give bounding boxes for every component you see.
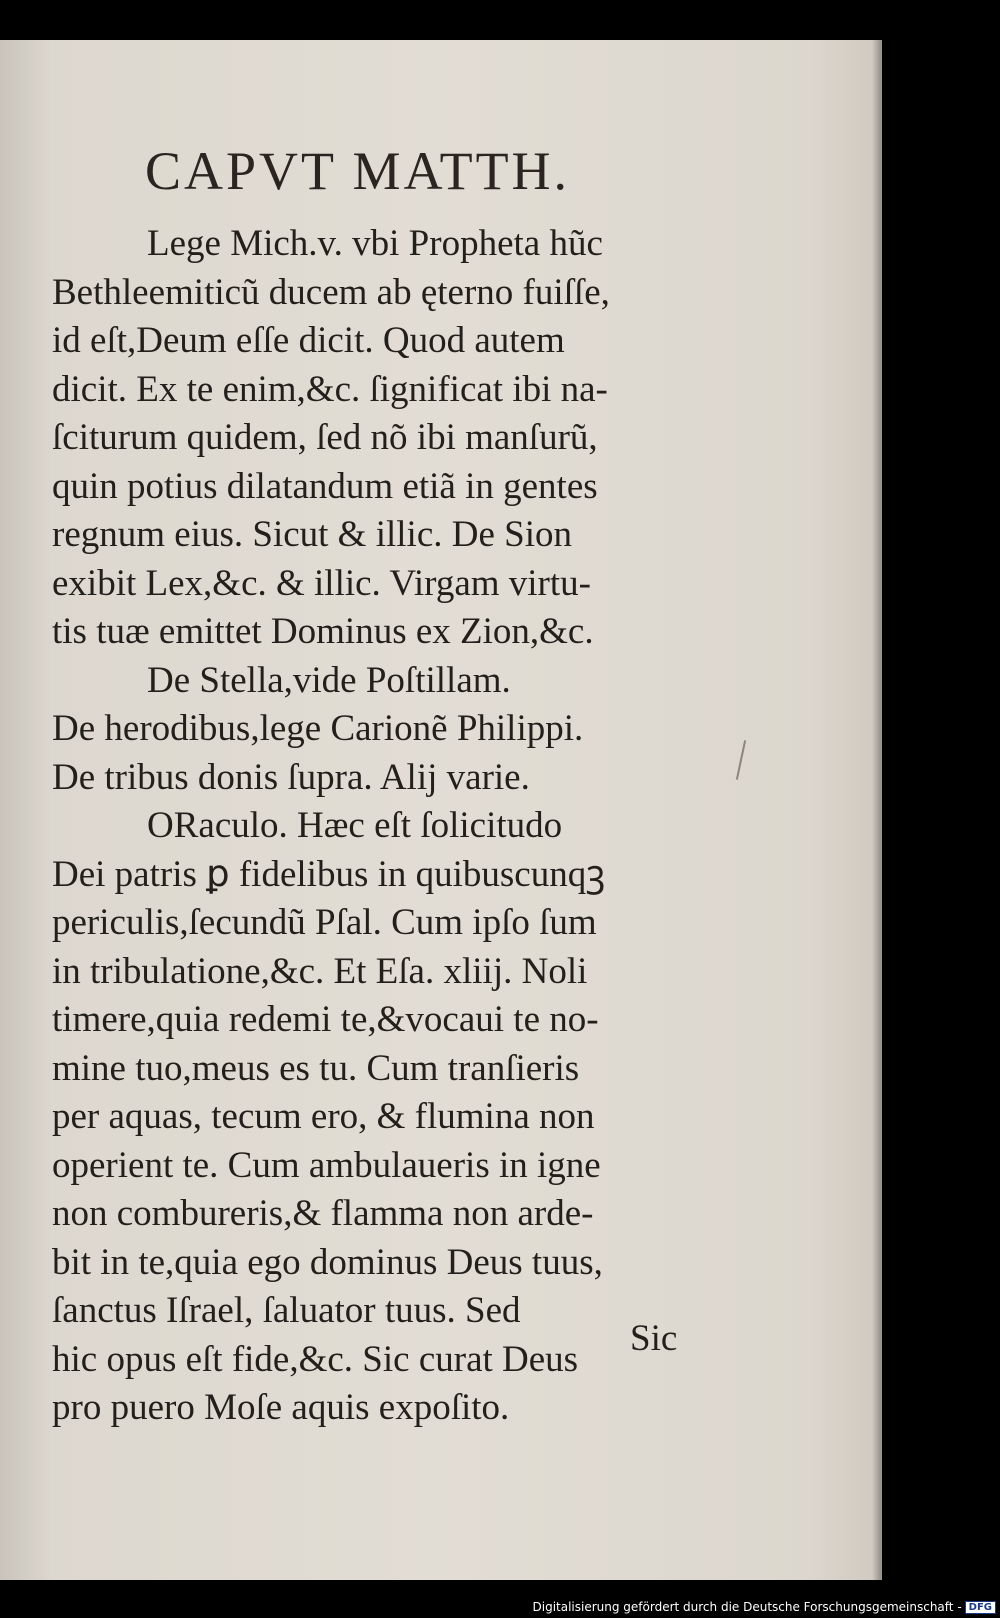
text-line: De tribus donis ſupra. Alij varie. bbox=[52, 756, 530, 798]
text-line: Dei patris ꝑ fidelibus in quibuscunqꝫ bbox=[52, 853, 606, 895]
text-line: dicit. Ex te enim,&c. ſignificat ibi na- bbox=[52, 368, 608, 410]
book-page bbox=[0, 40, 882, 1580]
text-line: tis tuæ emittet Dominus ex Zion,&c. bbox=[52, 611, 594, 652]
running-header: CAPVT MATTH. bbox=[145, 141, 571, 201]
text-line: mine tuo,meus es tu. Cum tranſieris bbox=[52, 1047, 580, 1089]
text-line: bit in te,quia ego dominus Deus tuus, bbox=[52, 1241, 603, 1283]
digitization-credit bbox=[533, 1600, 997, 1614]
catchword: Sic bbox=[630, 1318, 678, 1359]
text-line: Lege Mich.v. vbi Propheta hũc bbox=[147, 223, 603, 264]
text-line: id eſt,Deum eſſe dicit. Quod autem bbox=[52, 320, 565, 361]
text-line: ſanctus Iſrael, ſaluator tuus. Sed bbox=[52, 1290, 521, 1331]
dfg-logo: DFG bbox=[965, 1601, 996, 1614]
text-line: timere,quia redemi te,&vocaui te no- bbox=[52, 999, 599, 1040]
text-line: operient te. Cum ambulaueris in igne bbox=[52, 1144, 601, 1186]
text-line: De Stella,vide Poſtillam. bbox=[147, 659, 511, 701]
text-line: non combureris,& flamma non arde- bbox=[52, 1193, 594, 1234]
stray-pen-mark bbox=[736, 740, 746, 780]
text-line: Bethleemiticũ ducem ab ęterno fuiſſe, bbox=[52, 271, 610, 313]
text-line: in tribulatione,&c. Et Eſa. xliij. Noli bbox=[52, 950, 588, 992]
text-line: pro puero Moſe aquis expoſito. bbox=[52, 1387, 510, 1428]
text-line: ORaculo. Hæc eſt ſolicitudo bbox=[147, 805, 563, 846]
text-line: regnum eius. Sicut & illic. De Sion bbox=[52, 514, 573, 555]
text-line: hic opus eſt fide,&c. Sic curat Deus bbox=[52, 1338, 579, 1380]
credit-text: Digitalisierung gefördert durch die Deutsche Forschungsgemeinschaft - bbox=[532, 1600, 962, 1614]
text-line: De herodibus,lege Carionẽ Philippi. bbox=[52, 708, 584, 749]
text-line: exibit Lex,&c. & illic. Virgam virtu- bbox=[52, 562, 591, 604]
body-text bbox=[52, 220, 692, 1433]
text-line: ſciturum quidem, ſed nõ ibi manſurũ, bbox=[52, 417, 598, 458]
text-line: per aquas, tecum ero, & flumina non bbox=[52, 1096, 595, 1137]
text-line: quin potius dilatandum etiã in gentes bbox=[52, 465, 598, 507]
text-line: periculis,ſecundũ Pſal. Cum ipſo ſum bbox=[52, 902, 597, 943]
